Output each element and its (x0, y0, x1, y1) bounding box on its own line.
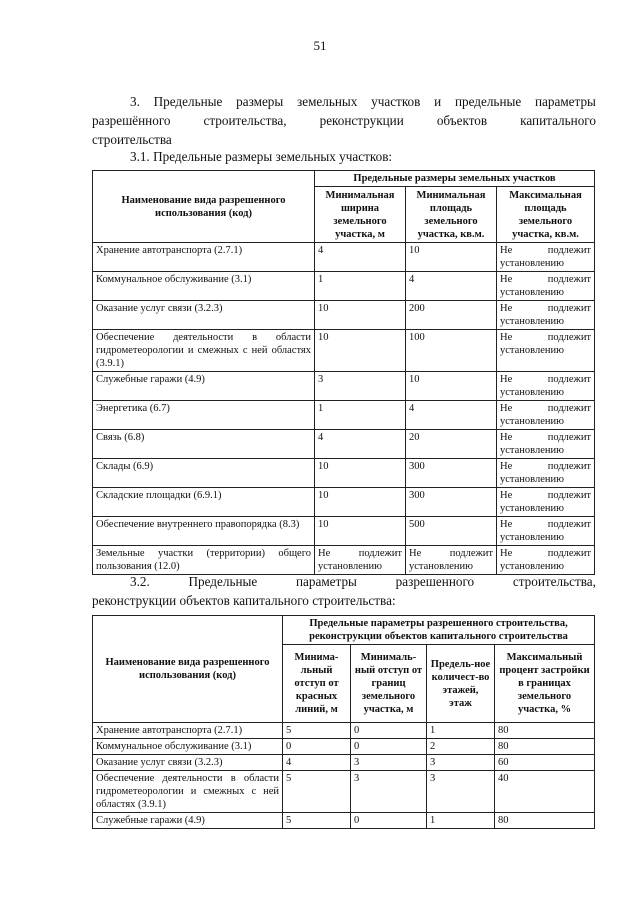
title-word: участков (371, 94, 421, 109)
title-word: предельные (454, 94, 522, 109)
row-name: Связь (6.8) (93, 430, 315, 459)
title-word: разрешенного (395, 574, 475, 589)
min-area-value: 4 (406, 272, 497, 301)
not-set-cell: Не подлежит установлению (497, 272, 595, 301)
min-area-value: 300 (406, 459, 497, 488)
min-width-value: 3 (315, 372, 406, 401)
row-name: Коммунальное обслуживание (3.1) (93, 739, 283, 755)
not-set-cell: Не подлежит установлению (497, 330, 595, 372)
min-area-value: 200 (406, 301, 497, 330)
floors-value: 2 (427, 739, 495, 755)
column-header-red-line: Минима-льный отступ от красных линий, м (283, 645, 351, 723)
not-set-cell: Не подлежит установлению (497, 243, 595, 272)
table-header-row (93, 171, 595, 187)
column-header-name: Наименование вида разрешенного использования (код) (93, 171, 315, 243)
not-set-cell: Не подлежит установлению (497, 301, 595, 330)
min-width-value: 4 (315, 430, 406, 459)
border-value: 0 (351, 739, 427, 755)
title-word: размеры (236, 94, 284, 109)
row-name: Хранение автотранспорта (2.7.1) (93, 243, 315, 272)
row-name: Служебные гаражи (4.9) (93, 372, 315, 401)
red-line-value: 0 (283, 739, 351, 755)
page-number: 51 (313, 38, 327, 53)
min-width-value: 10 (315, 330, 406, 372)
red-line-value: 5 (283, 723, 351, 739)
table-row (93, 430, 595, 459)
not-set-cell: Не подлежит установлению (497, 430, 595, 459)
min-area-value: 300 (406, 488, 497, 517)
section-3-title-line-3: строительства (92, 132, 172, 147)
section-3-title-line-2 (92, 111, 596, 130)
table-row (93, 739, 595, 755)
coverage-value: 40 (495, 771, 595, 813)
column-header-min-width: Минимальная ширина земельного участка, м (315, 187, 406, 243)
section-3-title-line-1 (92, 92, 596, 111)
title-word: объектов (436, 113, 488, 128)
table-row (93, 301, 595, 330)
subsection-3-2-line-2: реконструкции объектов капитального строительства: (92, 593, 396, 608)
min-area-value: 10 (406, 243, 497, 272)
table-row (93, 272, 595, 301)
column-header-min-area: Минимальная площадь земельного участка, кв.м. (406, 187, 497, 243)
min-area-value: 4 (406, 401, 497, 430)
column-header-border: Минималь-ный отступ от границ земельного участка, м (351, 645, 427, 723)
subsection-3-2-title (92, 572, 596, 610)
title-word: реконструкции (319, 113, 404, 128)
row-name: Склады (6.9) (93, 459, 315, 488)
column-header-coverage: Максимальный процент застройки в границах земельного участка, % (495, 645, 595, 723)
title-word: земельных (297, 94, 358, 109)
table-row (93, 243, 595, 272)
section-3-heading (92, 92, 596, 149)
group-header: Предельные параметры разрешенного строительства, реконструкции объектов капитального строительства (283, 616, 595, 645)
not-set-cell: Не подлежит установлению (497, 372, 595, 401)
table-row (93, 330, 595, 372)
row-name: Оказание услуг связи (3.2.3) (93, 301, 315, 330)
min-area-value: 100 (406, 330, 497, 372)
border-value: 0 (351, 813, 427, 829)
not-set-cell: Не подлежит установлению (406, 546, 497, 575)
column-header-name: Наименование вида разрешенного использования (код) (93, 616, 283, 723)
row-name: Земельные участки (территории) общего пользования (12.0) (93, 546, 315, 575)
min-width-value: 10 (315, 517, 406, 546)
coverage-value: 80 (495, 813, 595, 829)
title-word: 3. (130, 94, 140, 109)
table-row (93, 488, 595, 517)
red-line-value: 4 (283, 755, 351, 771)
title-word: параметры (534, 94, 596, 109)
min-width-value: 4 (315, 243, 406, 272)
border-value: 0 (351, 723, 427, 739)
column-header-max-area: Максимальная площадь земельного участка, кв.м. (497, 187, 595, 243)
column-header-floors: Предель-ное количест-во этажей, этаж (427, 645, 495, 723)
not-set-cell: Не подлежит установлению (497, 401, 595, 430)
row-name: Энергетика (6.7) (93, 401, 315, 430)
table-row (93, 755, 595, 771)
min-width-value: 1 (315, 401, 406, 430)
row-name: Коммунальное обслуживание (3.1) (93, 272, 315, 301)
not-set-cell: Не подлежит установлению (315, 546, 406, 575)
min-area-value: 20 (406, 430, 497, 459)
title-word: Предельные (153, 94, 223, 109)
row-name: Обеспечение деятельности в области гидрометеорологии и смежных с ней областях (3.9.1) (93, 771, 283, 813)
subsection-3-1-title: 3.1. Предельные размеры земельных участков: (130, 149, 393, 164)
floors-value: 3 (427, 755, 495, 771)
row-name: Хранение автотранспорта (2.7.1) (93, 723, 283, 739)
row-name: Складские площадки (6.9.1) (93, 488, 315, 517)
coverage-value: 80 (495, 739, 595, 755)
floors-value: 1 (427, 813, 495, 829)
table-row (93, 372, 595, 401)
not-set-cell: Не подлежит установлению (497, 517, 595, 546)
min-width-value: 10 (315, 488, 406, 517)
row-name: Служебные гаражи (4.9) (93, 813, 283, 829)
red-line-value: 5 (283, 771, 351, 813)
subsection-3-2-line-1 (92, 572, 596, 591)
not-set-cell: Не подлежит установлению (497, 546, 595, 575)
title-word: строительства, (203, 113, 287, 128)
title-word: строительства, (512, 574, 596, 589)
row-name: Обеспечение внутреннего правопорядка (8.3) (93, 517, 315, 546)
min-width-value: 10 (315, 459, 406, 488)
red-line-value: 5 (283, 813, 351, 829)
group-header: Предельные размеры земельных участков (315, 171, 595, 187)
table-row (93, 401, 595, 430)
floors-value: 1 (427, 723, 495, 739)
not-set-cell: Не подлежит установлению (497, 488, 595, 517)
table-row (93, 813, 595, 829)
table-header-row (93, 616, 595, 645)
coverage-value: 80 (495, 723, 595, 739)
title-word: разрешённого (92, 113, 171, 128)
row-name: Оказание услуг связи (3.2.3) (93, 755, 283, 771)
min-width-value: 1 (315, 272, 406, 301)
min-area-value: 500 (406, 517, 497, 546)
row-name: Обеспечение деятельности в области гидрометеорологии и смежных с ней областях (3.9.1) (93, 330, 315, 372)
coverage-value: 60 (495, 755, 595, 771)
border-value: 3 (351, 755, 427, 771)
title-word: и (434, 94, 442, 109)
land-plot-size-table (92, 170, 595, 575)
title-word: параметры (295, 574, 357, 589)
construction-parameters-table (92, 615, 595, 829)
min-area-value: 10 (406, 372, 497, 401)
title-word: Предельные (188, 574, 258, 589)
floors-value: 3 (427, 771, 495, 813)
table-row (93, 546, 595, 575)
min-width-value: 10 (315, 301, 406, 330)
table-row (93, 771, 595, 813)
table-row (93, 517, 595, 546)
table-row (93, 459, 595, 488)
not-set-cell: Не подлежит установлению (497, 459, 595, 488)
border-value: 3 (351, 771, 427, 813)
title-word: капитального (520, 113, 596, 128)
title-word: 3.2. (130, 574, 150, 589)
table-row (93, 723, 595, 739)
